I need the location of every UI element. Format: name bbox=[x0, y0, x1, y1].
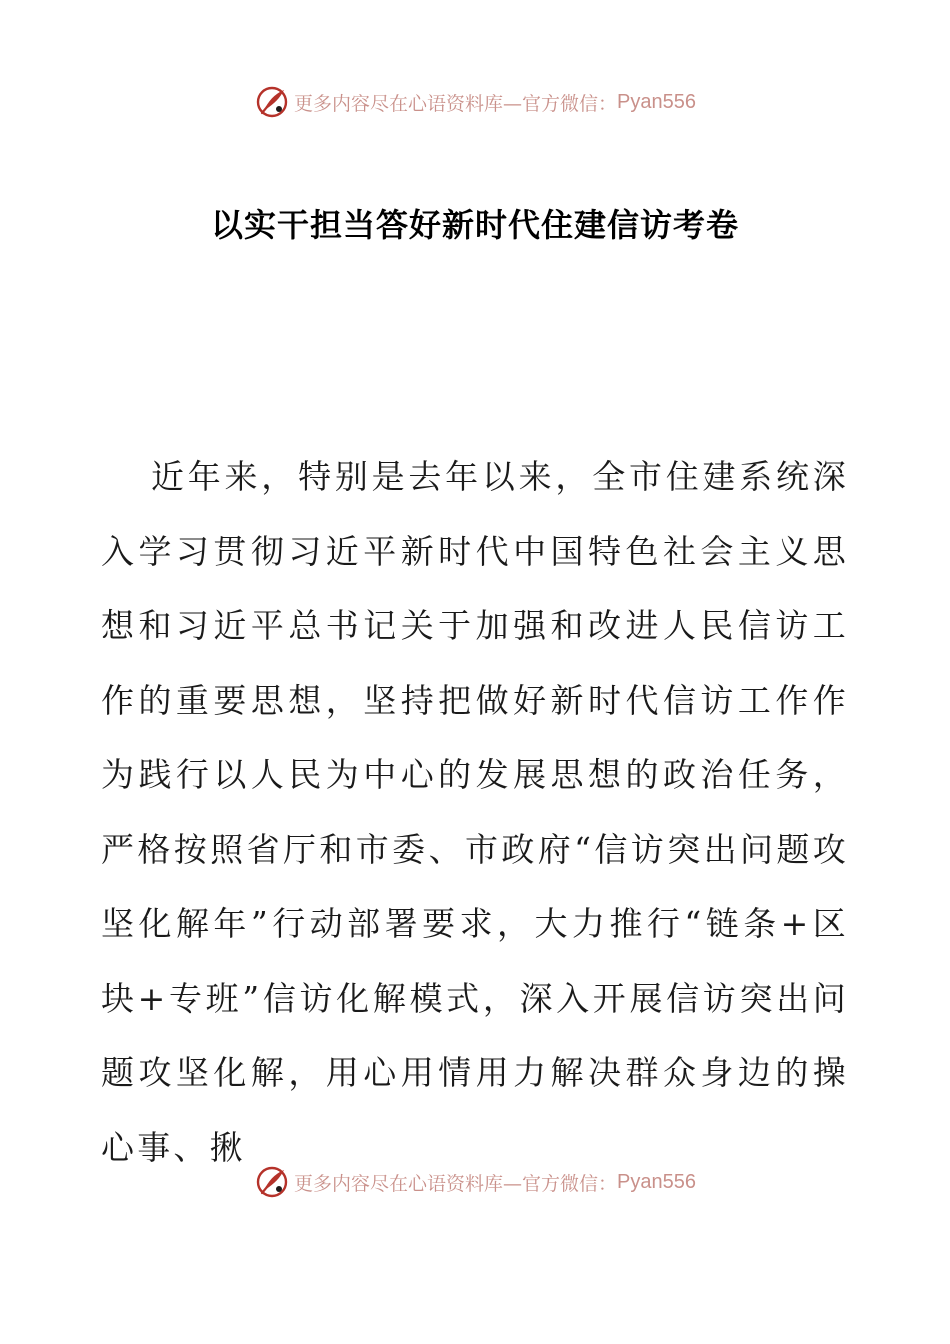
header-banner bbox=[0, 82, 950, 122]
feather-pen-logo-icon bbox=[254, 84, 290, 120]
banner-text: 更多内容尽在心语资料库—官方微信： bbox=[294, 1172, 618, 1195]
feather-pen-logo-icon bbox=[254, 1164, 290, 1200]
footer-banner bbox=[0, 1162, 950, 1202]
document-title: 以实干担当答好新时代住建信访考卷 bbox=[210, 206, 739, 244]
banner-text: 更多内容尽在心语资料库—官方微信： bbox=[294, 92, 618, 115]
banner-account: Pyan556 bbox=[617, 1170, 696, 1193]
banner-account: Pyan556 bbox=[617, 90, 696, 113]
body-paragraph: 近年来，特别是去年以来，全市住建系统深入学习贯彻习近平新时代中国特色社会主义思想和习近平总书记关于加强和改进人民信访工作的重要思想，坚持把做好新时代信访工作作为践行以人民为中心的发展思想的政治任务，严格按照省厅和市委、市政府“信访突出问题攻坚化解年”行动部署要求，大力推行“链条+区块+专班”信访化解模式，深入开展信访突出问题攻坚化解，用心用情用力解决群众身边的操心事、揪 bbox=[101, 457, 849, 1167]
